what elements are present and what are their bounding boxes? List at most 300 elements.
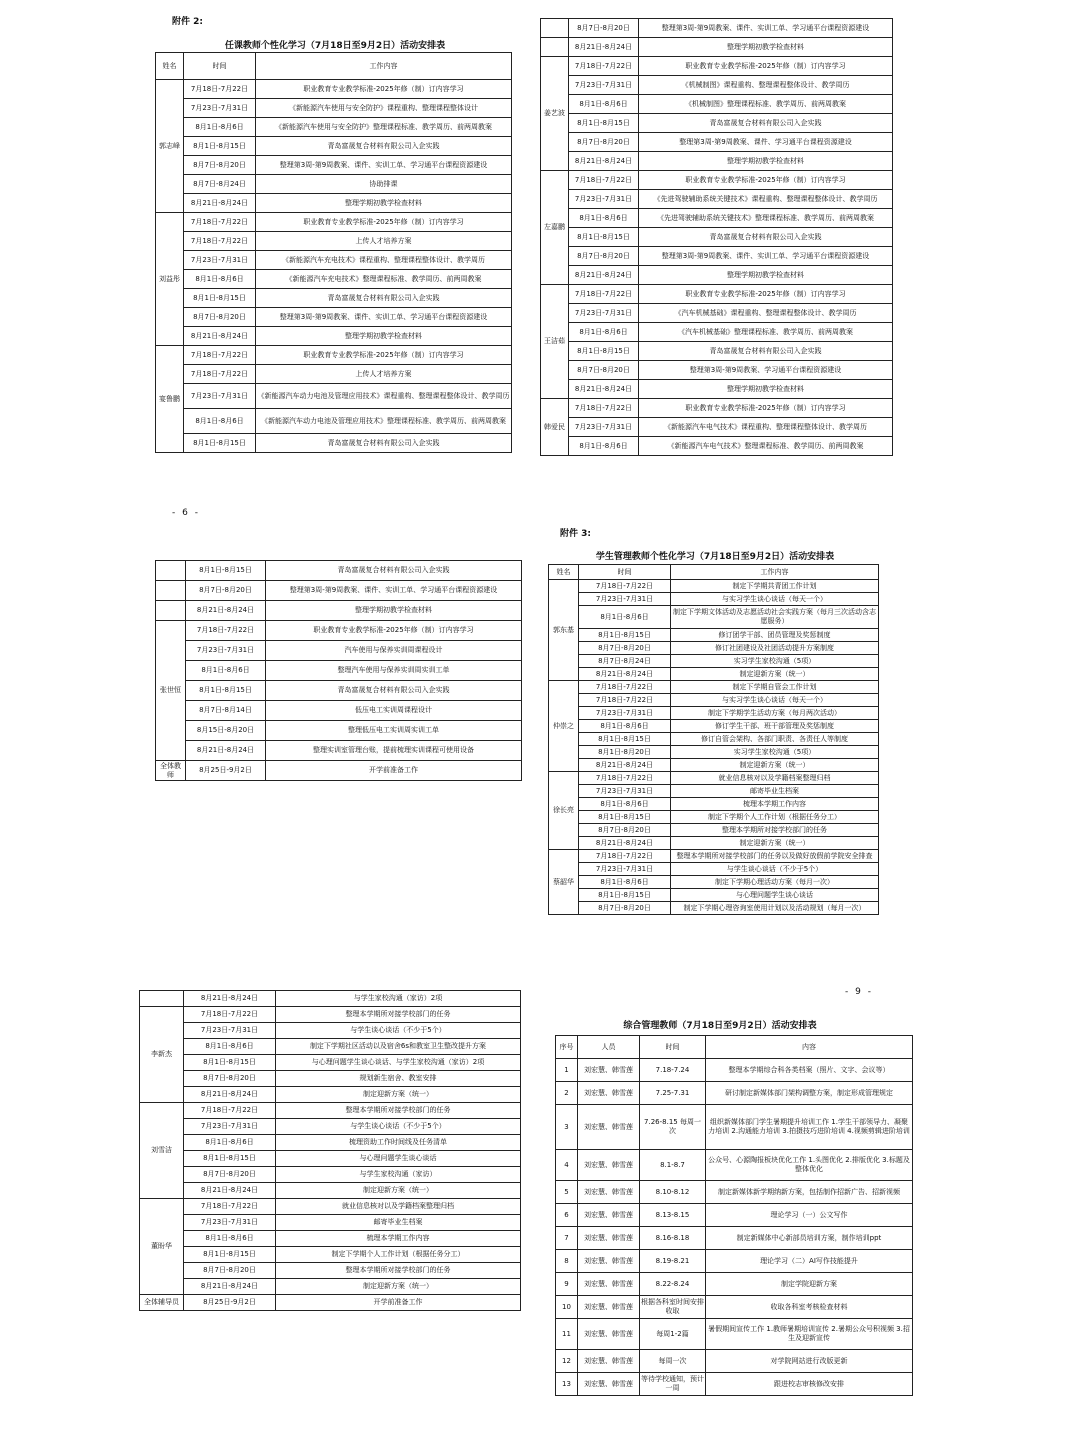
time-cell: 8月21日-8月24日 xyxy=(184,991,276,1007)
table-row xyxy=(156,384,512,409)
time-cell: 8月25日-9月2日 xyxy=(186,761,266,781)
content-cell: 《先进驾驶辅助系统关键技术》课程重构、整理课程整体设计、教学周历 xyxy=(639,190,893,209)
page-panel-1 xyxy=(150,0,525,525)
time-cell: 每周一次 xyxy=(640,1350,706,1373)
table-row xyxy=(556,1273,913,1296)
time-cell: 8月1日-8月15日 xyxy=(184,1055,276,1071)
time-cell: 7月18日-7月22日 xyxy=(579,694,671,707)
content-cell: 整理本学期所对接学校部门的任务以及做好放假前学院安全排查 xyxy=(671,850,879,863)
time-cell: 8月21日-8月24日 xyxy=(579,668,671,681)
person-cell: 刘宏慧、韩雪莲 xyxy=(578,1082,640,1105)
table-row xyxy=(140,1199,521,1215)
column-header: 内容 xyxy=(706,1036,913,1059)
table-title: 综合管理教师（7月18日至9月2日）活动安排表 xyxy=(623,1021,817,1031)
time-cell: 7月18日-7月22日 xyxy=(184,1007,276,1023)
table-row xyxy=(549,902,879,915)
table-row xyxy=(156,641,522,661)
content-cell: 《新能源汽车动力电池及管理应用技术》课程重构、整理课程整体设计、教学周历 xyxy=(256,384,512,409)
name-cell: 王洁茹 xyxy=(541,285,569,399)
time-cell: 7月23日-7月31日 xyxy=(184,384,256,409)
table-row xyxy=(541,95,893,114)
name-cell xyxy=(140,991,184,1007)
table-header-row xyxy=(549,565,879,580)
time-cell: 7月18日-7月22日 xyxy=(184,80,256,99)
time-cell: 8月7日-8月20日 xyxy=(184,308,256,327)
time-cell: 8月7日-8月24日 xyxy=(579,655,671,668)
content-cell: 职业教育专业教学标准-2025年修（制）订内容学习 xyxy=(256,346,512,365)
table-row xyxy=(156,721,522,741)
time-cell: 8月21日-8月24日 xyxy=(184,1183,276,1199)
column-header: 时间 xyxy=(640,1036,706,1059)
content-cell: 实习学生家校沟通（5项） xyxy=(671,746,879,759)
table-row xyxy=(549,642,879,655)
time-cell: 每周1-2篇 xyxy=(640,1319,706,1350)
time-cell: 8月1日-8月15日 xyxy=(184,137,256,156)
seq-cell: 2 xyxy=(556,1082,578,1105)
time-cell: 8月25日-9月2日 xyxy=(184,1295,276,1311)
content-cell: 制定下学期社区活动以及宿舍6s和教室卫生整改提升方案 xyxy=(276,1039,521,1055)
person-cell: 刘宏慧、韩雪莲 xyxy=(578,1204,640,1227)
person-cell: 刘宏慧、韩雪莲 xyxy=(578,1350,640,1373)
time-cell: 7月23日-7月31日 xyxy=(579,863,671,876)
time-cell: 8月7日-8月20日 xyxy=(569,19,639,38)
content-cell: 制定下学期学生活动方案（每月两次活动） xyxy=(671,707,879,720)
content-cell: 就业信息核对以及学籍档案整理归档 xyxy=(671,772,879,785)
time-cell: 7月23日-7月31日 xyxy=(184,1023,276,1039)
page-panel-5 xyxy=(135,985,525,1355)
time-cell: 7月23日-7月31日 xyxy=(579,785,671,798)
table-row xyxy=(541,171,893,190)
table-row xyxy=(140,991,521,1007)
content-cell: 青岛富晟复合材料有限公司入企实践 xyxy=(639,114,893,133)
table-row xyxy=(140,1183,521,1199)
content-cell: 开学前准备工作 xyxy=(266,761,522,781)
seq-cell: 8 xyxy=(556,1250,578,1273)
time-cell: 根据各科室时间安排收取 xyxy=(640,1296,706,1319)
time-cell: 7月23日-7月31日 xyxy=(579,593,671,606)
content-cell: 整理学期初教学检查材料 xyxy=(266,601,522,621)
content-cell: 制定学院迎新方案 xyxy=(706,1273,913,1296)
student-mgmt-schedule-table xyxy=(548,564,879,915)
content-cell: 整理学期初教学检查材料 xyxy=(639,380,893,399)
table-title: 学生管理教师个性化学习（7月18日至9月2日）活动安排表 xyxy=(595,552,835,562)
content-cell: 修订社团建设及社团活动提升方案制度 xyxy=(671,642,879,655)
time-cell: 8月15日-8月20日 xyxy=(186,721,266,741)
time-cell: 7月18日-7月22日 xyxy=(184,1103,276,1119)
time-cell: 8月1日-8月6日 xyxy=(579,606,671,629)
column-header: 时间 xyxy=(579,565,671,580)
seq-cell: 5 xyxy=(556,1181,578,1204)
table-row xyxy=(541,361,893,380)
name-cell: 徐长亮 xyxy=(549,772,579,850)
table-row xyxy=(549,707,879,720)
table-row xyxy=(541,228,893,247)
content-cell: 《新能源汽车电气技术》整理课程标准、教学周历、前两周教案 xyxy=(639,437,893,456)
time-cell: 8月7日-8月20日 xyxy=(184,1071,276,1087)
content-cell: 《新能源汽车电气技术》课程重构、整理课程整体设计、教学周历 xyxy=(639,418,893,437)
time-cell: 8月1日-8月15日 xyxy=(579,733,671,746)
table-row xyxy=(541,285,893,304)
content-cell: 职业教育专业教学标准-2025年修（制）订内容学习 xyxy=(639,285,893,304)
content-cell: 制定新媒体新学期纳新方案，包括制作招新广告、招新视频 xyxy=(706,1181,913,1204)
name-cell: 韩爱民 xyxy=(541,399,569,456)
seq-cell: 12 xyxy=(556,1350,578,1373)
content-cell: 整理本学期综合科各类档案（照片、文字、会议等） xyxy=(706,1059,913,1082)
name-cell: 刘益彤 xyxy=(156,213,184,346)
table-row xyxy=(156,118,512,137)
table-row xyxy=(541,342,893,361)
annex-label: 附件 3: xyxy=(560,529,591,539)
table-row xyxy=(541,57,893,76)
table-row xyxy=(156,409,512,434)
seq-cell: 4 xyxy=(556,1150,578,1181)
table-row xyxy=(549,811,879,824)
table-row xyxy=(541,76,893,95)
page-panel-6 xyxy=(550,1010,920,1440)
content-cell: 整理学期初教学检查材料 xyxy=(639,152,893,171)
name-cell: 全体辅导员 xyxy=(140,1295,184,1311)
column-header: 序号 xyxy=(556,1036,578,1059)
time-cell: 7月18日-7月22日 xyxy=(184,232,256,251)
name-cell: 蔡韶华 xyxy=(549,850,579,915)
time-cell: 8月1日-8月15日 xyxy=(569,228,639,247)
table-row xyxy=(549,606,879,629)
time-cell: 7月18日-7月22日 xyxy=(579,580,671,593)
time-cell: 8月1日-8月15日 xyxy=(184,289,256,308)
content-cell: 制定下学期共青团工作计划 xyxy=(671,580,879,593)
person-cell: 刘宏慧、韩雪莲 xyxy=(578,1105,640,1150)
table-row xyxy=(556,1204,913,1227)
content-cell: 职业教育专业教学标准-2025年修（制）订内容学习 xyxy=(256,80,512,99)
content-cell: 制定迎新方案（统一） xyxy=(276,1087,521,1103)
name-cell: 刘雪洁 xyxy=(140,1103,184,1199)
table-row xyxy=(541,114,893,133)
content-cell: 研讨制定新媒体部门架构调整方案，制定形成管理规定 xyxy=(706,1082,913,1105)
content-cell: 汽车使用与保养实训周课程设计 xyxy=(266,641,522,661)
content-cell: 上传人才培养方案 xyxy=(256,232,512,251)
time-cell: 8月21日-8月24日 xyxy=(184,1087,276,1103)
content-cell: 《机械制图》课程重构、整理课程整体设计、教学周历 xyxy=(639,76,893,95)
time-cell: 8.22-8.24 xyxy=(640,1273,706,1296)
table-row xyxy=(556,1250,913,1273)
content-cell: 青岛富晟复合材料有限公司入企实践 xyxy=(256,434,512,453)
name-cell: 郭东基 xyxy=(549,580,579,681)
time-cell: 8月1日-8月6日 xyxy=(569,437,639,456)
time-cell: 7.25-7.31 xyxy=(640,1082,706,1105)
time-cell: 8月7日-8月20日 xyxy=(569,133,639,152)
column-header: 人员 xyxy=(578,1036,640,1059)
name-cell: 宴鲁鹏 xyxy=(156,346,184,453)
time-cell: 8月21日-8月24日 xyxy=(184,1279,276,1295)
table-row xyxy=(156,232,512,251)
content-cell: 整理第3周-第9周教案、学习通平台课程资源建设 xyxy=(639,361,893,380)
time-cell: 8月1日-8月15日 xyxy=(569,114,639,133)
table-row xyxy=(549,668,879,681)
content-cell: 整理汽车使用与保养实训周实训工单 xyxy=(266,661,522,681)
content-cell: 修订团学干部、团员管理及奖惩制度 xyxy=(671,629,879,642)
content-cell: 梳理本学期工作内容 xyxy=(276,1231,521,1247)
content-cell: 制定迎新方案（统一） xyxy=(276,1279,521,1295)
time-cell: 8月1日-8月6日 xyxy=(579,720,671,733)
teacher-schedule-table-cont xyxy=(540,18,893,456)
time-cell: 8月1日-8月15日 xyxy=(184,1151,276,1167)
content-cell: 制定下学期个人工作计划（根据任务分工） xyxy=(276,1247,521,1263)
seq-cell: 6 xyxy=(556,1204,578,1227)
time-cell: 7月23日-7月31日 xyxy=(569,76,639,95)
table-row xyxy=(549,629,879,642)
time-cell: 8月1日-8月6日 xyxy=(579,876,671,889)
table-row xyxy=(140,1215,521,1231)
content-cell: 整理本学期所对接学校部门的任务 xyxy=(671,824,879,837)
time-cell: 7月18日-7月22日 xyxy=(579,850,671,863)
time-cell: 8月7日-8月14日 xyxy=(186,701,266,721)
content-cell: 理论学习（二）AI写作技能提升 xyxy=(706,1250,913,1273)
content-cell: 《新能源汽车使用与安全防护》整理课程标准、教学周历、前两周教案 xyxy=(256,118,512,137)
table-row xyxy=(556,1296,913,1319)
content-cell: 整理第3周-第9周教案、课件、实训工单、学习通平台课程资源建设 xyxy=(256,308,512,327)
table-title: 任课教师个性化学习（7月18日至9月2日）活动安排表 xyxy=(224,41,446,51)
time-cell: 7.26-8.15 每周一次 xyxy=(640,1105,706,1150)
table-row xyxy=(556,1227,913,1250)
column-header: 工作内容 xyxy=(671,565,879,580)
seq-cell: 10 xyxy=(556,1296,578,1319)
table-row xyxy=(156,175,512,194)
content-cell: 《汽车机械基础》课程重构、整理课程整体设计、教学周历 xyxy=(639,304,893,323)
table-row xyxy=(140,1279,521,1295)
time-cell: 7月18日-7月22日 xyxy=(579,772,671,785)
content-cell: 公众号、心源陶报板块优化工作 1.头图优化 2.排版优化 3.标题及整体优化 xyxy=(706,1150,913,1181)
page-number: - 6 - xyxy=(172,508,200,518)
time-cell: 7月18日-7月22日 xyxy=(184,1199,276,1215)
time-cell: 8月21日-8月24日 xyxy=(579,759,671,772)
table-row xyxy=(156,289,512,308)
time-cell: 7月23日-7月31日 xyxy=(569,190,639,209)
time-cell: 8月1日-8月15日 xyxy=(579,811,671,824)
content-cell: 与学生家校沟通（家访）2项 xyxy=(276,991,521,1007)
time-cell: 8月7日-8月20日 xyxy=(569,361,639,380)
table-row xyxy=(549,681,879,694)
table-row xyxy=(556,1181,913,1204)
time-cell: 8月1日-8月15日 xyxy=(579,889,671,902)
table-row xyxy=(541,399,893,418)
seq-cell: 7 xyxy=(556,1227,578,1250)
time-cell: 8月1日-8月6日 xyxy=(569,209,639,228)
content-cell: 整理学期初教学检查材料 xyxy=(639,38,893,57)
table-row xyxy=(156,601,522,621)
time-cell: 8月1日-8月6日 xyxy=(569,95,639,114)
time-cell: 7月23日-7月31日 xyxy=(186,641,266,661)
time-cell: 7月18日-7月22日 xyxy=(569,171,639,190)
content-cell: 修订自管会架构、各部门职责、各责任人等制度 xyxy=(671,733,879,746)
time-cell: 等待学校通知，预计一周 xyxy=(640,1373,706,1396)
time-cell: 8月1日-8月6日 xyxy=(184,118,256,137)
table-row xyxy=(156,661,522,681)
content-cell: 整理本学期所对接学校部门的任务 xyxy=(276,1103,521,1119)
table-row xyxy=(549,863,879,876)
table-row xyxy=(140,1071,521,1087)
name-cell: 全体教师 xyxy=(156,761,186,781)
time-cell: 8月1日-8月15日 xyxy=(579,629,671,642)
content-cell: 青岛富晟复合材料有限公司入企实践 xyxy=(266,561,522,581)
content-cell: 跟进校志审核修改安排 xyxy=(706,1373,913,1396)
table-row xyxy=(541,266,893,285)
content-cell: 制定迎新方案（统一） xyxy=(671,668,879,681)
content-cell: 职业教育专业教学标准-2025年修（制）订内容学习 xyxy=(639,171,893,190)
content-cell: 青岛富晟复合材料有限公司入企实践 xyxy=(639,342,893,361)
time-cell: 8.13-8.15 xyxy=(640,1204,706,1227)
time-cell: 7月18日-7月22日 xyxy=(569,57,639,76)
time-cell: 8.16-8.18 xyxy=(640,1227,706,1250)
table-row xyxy=(156,213,512,232)
content-cell: 制定下学期个人工作计划（根据任务分工） xyxy=(671,811,879,824)
time-cell: 8月21日-8月24日 xyxy=(579,837,671,850)
time-cell: 8.1-8.7 xyxy=(640,1150,706,1181)
table-row xyxy=(156,741,522,761)
content-cell: 与心理问题学生谈心谈话 xyxy=(276,1151,521,1167)
content-cell: 整理第3周-第9周教案、课件、实训工单、学习通平台课程资源建设 xyxy=(639,247,893,266)
table-row xyxy=(549,824,879,837)
time-cell: 7月18日-7月22日 xyxy=(569,285,639,304)
table-row xyxy=(556,1373,913,1396)
content-cell: 整理本学期所对接学校部门的任务 xyxy=(276,1007,521,1023)
content-cell: 邮寄毕业生档案 xyxy=(276,1215,521,1231)
table-row xyxy=(549,785,879,798)
student-mgmt-schedule-table-cont xyxy=(139,990,521,1311)
table-row xyxy=(156,681,522,701)
table-row xyxy=(541,247,893,266)
table-row xyxy=(541,19,893,38)
table-header-row xyxy=(556,1036,913,1059)
content-cell: 整理本学期所对接学校部门的任务 xyxy=(276,1263,521,1279)
content-cell: 制定下学期文体活动及志愿活动社会实践方案（每月三次活动含志愿服务） xyxy=(671,606,879,629)
table-row xyxy=(156,701,522,721)
content-cell: 与心理问题学生谈心谈话、与学生家校沟通（家访）2项 xyxy=(276,1055,521,1071)
person-cell: 刘宏慧、韩雪莲 xyxy=(578,1150,640,1181)
content-cell: 青岛富晟复合材料有限公司入企实践 xyxy=(639,228,893,247)
name-cell: 郭志峰 xyxy=(156,80,184,213)
content-cell: 修订学生干部、班干部管理及奖惩制度 xyxy=(671,720,879,733)
table-row xyxy=(140,1087,521,1103)
time-cell: 7月23日-7月31日 xyxy=(579,707,671,720)
table-row xyxy=(556,1350,913,1373)
table-row xyxy=(140,1039,521,1055)
seq-cell: 9 xyxy=(556,1273,578,1296)
person-cell: 刘宏慧、韩雪莲 xyxy=(578,1227,640,1250)
table-row xyxy=(549,798,879,811)
table-row xyxy=(541,38,893,57)
content-cell: 职业教育专业教学标准-2025年修（制）订内容学习 xyxy=(639,57,893,76)
table-row xyxy=(549,746,879,759)
content-cell: 对学院网站进行改版更新 xyxy=(706,1350,913,1373)
content-cell: 与学生谈心谈话（不少于5个） xyxy=(276,1023,521,1039)
name-cell: 张世恒 xyxy=(156,621,186,761)
column-header: 工作内容 xyxy=(256,53,512,80)
table-row xyxy=(549,772,879,785)
person-cell: 刘宏慧、韩雪莲 xyxy=(578,1273,640,1296)
content-cell: 与学生家校沟通（家访） xyxy=(276,1167,521,1183)
time-cell: 7月18日-7月22日 xyxy=(184,365,256,384)
name-cell: 李新杰 xyxy=(140,1007,184,1103)
table-row xyxy=(549,876,879,889)
table-row xyxy=(549,720,879,733)
time-cell: 7月18日-7月22日 xyxy=(579,681,671,694)
content-cell: 整理学期初教学检查材料 xyxy=(639,266,893,285)
name-cell xyxy=(156,581,186,601)
content-cell: 制定下学期自管会工作计划 xyxy=(671,681,879,694)
time-cell: 8月7日-8月20日 xyxy=(184,1263,276,1279)
table-row xyxy=(156,761,522,781)
time-cell: 7月18日-7月22日 xyxy=(184,213,256,232)
teacher-schedule-table xyxy=(155,52,512,453)
name-cell: 姜艺波 xyxy=(541,57,569,171)
seq-cell: 13 xyxy=(556,1373,578,1396)
name-cell: 仲崇之 xyxy=(549,681,579,772)
content-cell: 整理第3周-第9周教案、课件、实训工单、学习通平台课程资源建设 xyxy=(639,19,893,38)
time-cell: 8月21日-8月24日 xyxy=(569,38,639,57)
table-row xyxy=(541,323,893,342)
time-cell: 7.18-7.24 xyxy=(640,1059,706,1082)
person-cell: 刘宏慧、韩雪莲 xyxy=(578,1319,640,1350)
table-row xyxy=(140,1231,521,1247)
table-row xyxy=(156,581,522,601)
time-cell: 8月21日-8月24日 xyxy=(569,380,639,399)
table-row xyxy=(156,434,512,453)
table-row xyxy=(156,194,512,213)
table-row xyxy=(549,733,879,746)
table-row xyxy=(156,561,522,581)
content-cell: 《新能源汽车动力电池及管理应用技术》整理课程标准、教学周历、前两周教案 xyxy=(256,409,512,434)
table-row xyxy=(140,1055,521,1071)
time-cell: 8月1日-8月15日 xyxy=(186,681,266,701)
content-cell: 青岛富晟复合材料有限公司入企实践 xyxy=(256,137,512,156)
time-cell: 8月7日-8月20日 xyxy=(569,247,639,266)
content-cell: 与心理问题学生谈心谈话 xyxy=(671,889,879,902)
content-cell: 整理第3周-第9周教案、课件、学习通平台课程资源建设 xyxy=(639,133,893,152)
time-cell: 8月7日-8月20日 xyxy=(184,1167,276,1183)
table-row xyxy=(156,308,512,327)
time-cell: 7月18日-7月22日 xyxy=(184,346,256,365)
page-number: - 9 - xyxy=(845,987,873,997)
table-row xyxy=(140,1103,521,1119)
table-row xyxy=(556,1082,913,1105)
time-cell: 7月18日-7月22日 xyxy=(569,399,639,418)
table-row xyxy=(541,209,893,228)
table-row xyxy=(541,190,893,209)
table-row xyxy=(541,133,893,152)
time-cell: 8月1日-8月20日 xyxy=(579,746,671,759)
table-row xyxy=(156,327,512,346)
table-row xyxy=(156,346,512,365)
name-cell xyxy=(541,19,569,38)
table-row xyxy=(541,304,893,323)
content-cell: 梳理本学期工作内容 xyxy=(671,798,879,811)
annex-label: 附件 2: xyxy=(172,17,203,27)
content-cell: 开学前准备工作 xyxy=(276,1295,521,1311)
content-cell: 暑假期间宣传工作 1.教师暑期培训宣传 2.暑期公众号积视频 3.招生及迎新宣传 xyxy=(706,1319,913,1350)
table-row xyxy=(549,850,879,863)
teacher-schedule-table-cont-2 xyxy=(155,560,522,781)
table-row xyxy=(549,580,879,593)
table-row xyxy=(140,1247,521,1263)
time-cell: 8月1日-8月6日 xyxy=(186,661,266,681)
table-row xyxy=(140,1263,521,1279)
table-row xyxy=(549,655,879,668)
content-cell: 制定迎新方案（统一） xyxy=(671,759,879,772)
name-cell xyxy=(541,38,569,57)
content-cell: 制定迎新方案（统一） xyxy=(276,1183,521,1199)
page-panel-2 xyxy=(535,0,895,500)
name-cell: 左嘉鹏 xyxy=(541,171,569,285)
